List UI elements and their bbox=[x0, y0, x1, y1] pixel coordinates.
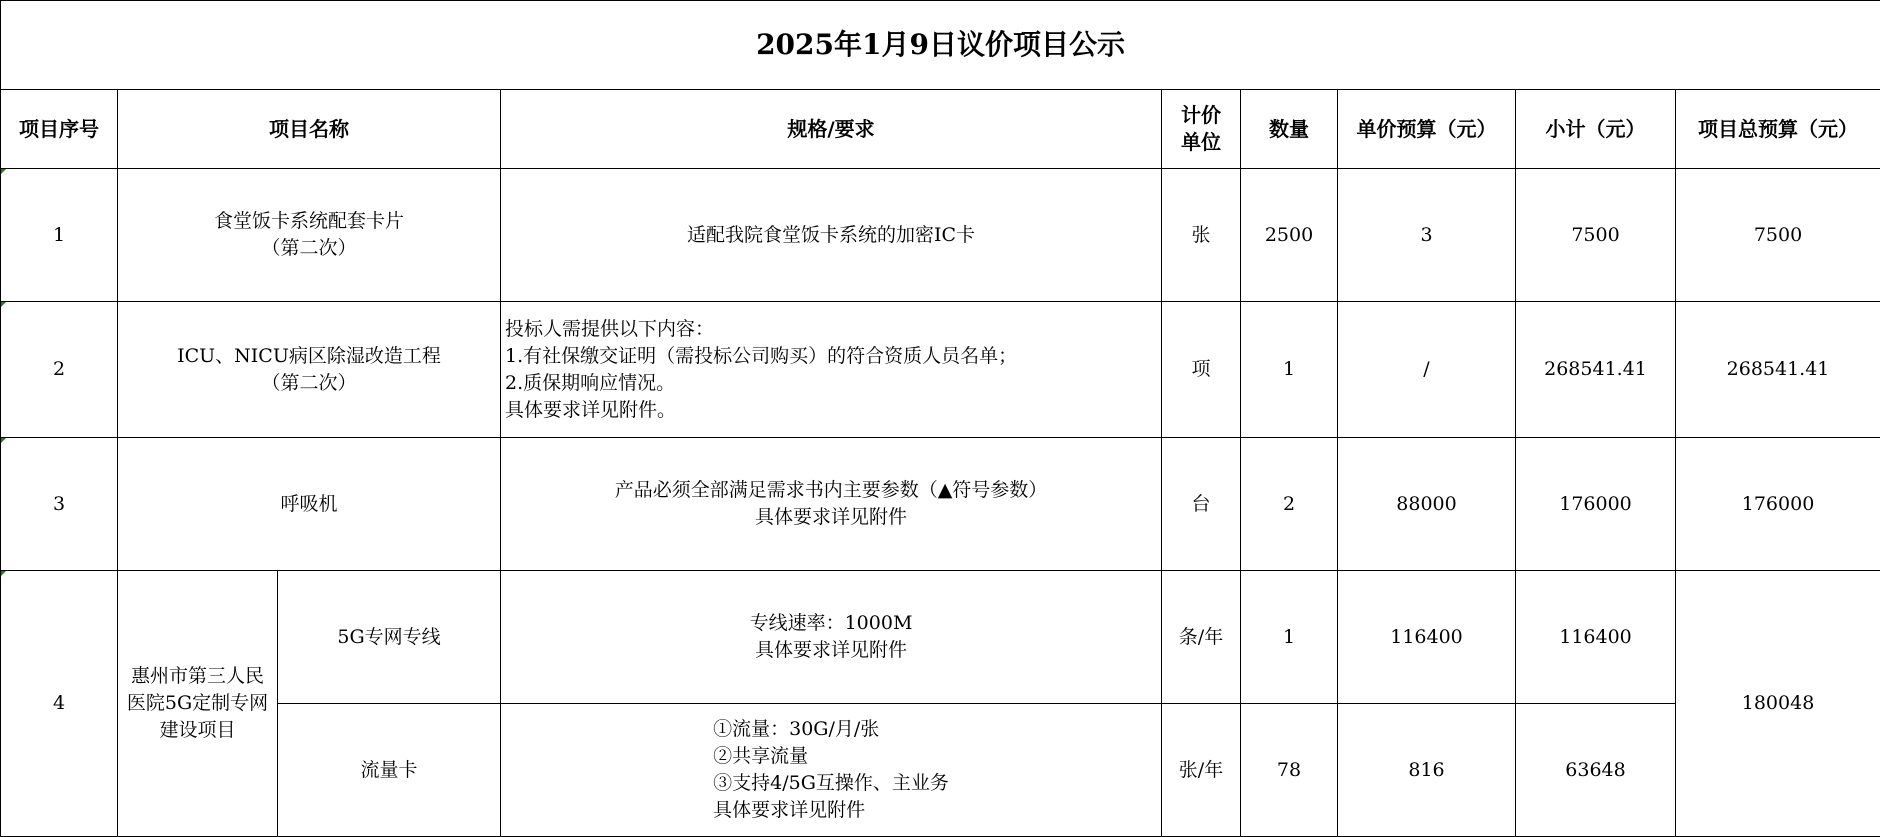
row-spec-line: ②共享流量 bbox=[713, 743, 949, 770]
row-name-line: （第二次） bbox=[122, 370, 496, 397]
header-spec: 规格/要求 bbox=[501, 90, 1162, 169]
row-name-line: 呼吸机 bbox=[122, 491, 496, 518]
cell-comment-marker bbox=[1, 302, 6, 307]
row-price: / bbox=[1338, 302, 1516, 438]
table-row bbox=[1, 704, 1880, 837]
row-subtotal: 176000 bbox=[1516, 438, 1676, 571]
row-spec bbox=[501, 704, 1162, 837]
row-spec-line: 适配我院食堂饭卡系统的加密IC卡 bbox=[505, 222, 1157, 249]
row-price: 3 bbox=[1338, 169, 1516, 302]
cell-comment-marker bbox=[1, 438, 6, 443]
table-row bbox=[1, 571, 1880, 704]
row-no bbox=[1, 169, 118, 302]
header-price: 单价预算（元） bbox=[1338, 90, 1516, 169]
row-price: 816 bbox=[1338, 704, 1516, 837]
row-no-text: 3 bbox=[53, 493, 65, 515]
row-name-line: 惠州市第三人民 bbox=[122, 663, 273, 690]
row-spec bbox=[501, 571, 1162, 704]
header-name: 项目名称 bbox=[118, 90, 501, 169]
row-total: 7500 bbox=[1676, 169, 1880, 302]
cell-comment-marker bbox=[1, 571, 6, 576]
row-unit: 项 bbox=[1162, 302, 1241, 438]
row-unit: 条/年 bbox=[1162, 571, 1241, 704]
header-unit bbox=[1162, 90, 1241, 169]
row-price: 116400 bbox=[1338, 571, 1516, 704]
table-row bbox=[1, 169, 1880, 302]
row-name-line: 食堂饭卡系统配套卡片 bbox=[122, 208, 496, 235]
row-name bbox=[118, 438, 501, 571]
sub-item-name: 流量卡 bbox=[278, 704, 501, 837]
row-total: 176000 bbox=[1676, 438, 1880, 571]
row-price: 88000 bbox=[1338, 438, 1516, 571]
header-qty: 数量 bbox=[1241, 90, 1338, 169]
row-no bbox=[1, 571, 118, 837]
row-spec-line: ③支持4/5G互操作、主业务 bbox=[713, 770, 949, 797]
row-spec-line: 2.质保期响应情况。 bbox=[505, 370, 1157, 397]
row-no-text: 1 bbox=[53, 224, 65, 246]
row-name-line: 医院5G定制专网 bbox=[122, 690, 273, 717]
row-no-text: 2 bbox=[53, 358, 65, 380]
row-qty: 1 bbox=[1241, 302, 1338, 438]
row-subtotal: 268541.41 bbox=[1516, 302, 1676, 438]
row-name bbox=[118, 571, 278, 837]
row-no-text: 4 bbox=[53, 692, 65, 714]
header-no: 项目序号 bbox=[1, 90, 118, 169]
row-spec-line: 具体要求详见附件。 bbox=[505, 397, 1157, 424]
row-spec-line: 投标人需提供以下内容： bbox=[505, 316, 1157, 343]
row-no bbox=[1, 302, 118, 438]
cell-comment-marker bbox=[1, 169, 6, 174]
table-row bbox=[1, 302, 1880, 438]
row-qty: 78 bbox=[1241, 704, 1338, 837]
row-qty: 1 bbox=[1241, 571, 1338, 704]
row-name-line: 建设项目 bbox=[122, 717, 273, 744]
table-row bbox=[1, 438, 1880, 571]
row-name bbox=[118, 302, 501, 438]
header-subtotal: 小计（元） bbox=[1516, 90, 1676, 169]
row-spec-block bbox=[713, 716, 949, 824]
row-name bbox=[118, 169, 501, 302]
row-subtotal: 7500 bbox=[1516, 169, 1676, 302]
row-spec bbox=[501, 438, 1162, 571]
row-spec-line: ①流量：30G/月/张 bbox=[713, 716, 949, 743]
row-qty: 2 bbox=[1241, 438, 1338, 571]
row-spec-line: 专线速率：1000M bbox=[505, 610, 1157, 637]
header-unit-line2: 单位 bbox=[1166, 129, 1236, 156]
row-spec-line: 具体要求详见附件 bbox=[713, 797, 949, 824]
row-spec-line: 产品必须全部满足需求书内主要参数（▲符号参数） bbox=[505, 477, 1157, 504]
row-spec-line: 具体要求详见附件 bbox=[505, 637, 1157, 664]
row-spec bbox=[501, 169, 1162, 302]
row-name-line: ICU、NICU病区除湿改造工程 bbox=[122, 343, 496, 370]
row-unit: 台 bbox=[1162, 438, 1241, 571]
row-qty: 2500 bbox=[1241, 169, 1338, 302]
row-spec-line: 1.有社保缴交证明（需投标公司购买）的符合资质人员名单； bbox=[505, 343, 1157, 370]
row-subtotal: 63648 bbox=[1516, 704, 1676, 837]
row-total: 180048 bbox=[1676, 571, 1880, 837]
page-title: 2025年1月9日议价项目公示 bbox=[1, 1, 1880, 90]
row-spec-line: 具体要求详见附件 bbox=[505, 504, 1157, 531]
row-subtotal: 116400 bbox=[1516, 571, 1676, 704]
row-no bbox=[1, 438, 118, 571]
row-unit: 张/年 bbox=[1162, 704, 1241, 837]
row-unit: 张 bbox=[1162, 169, 1241, 302]
header-unit-line1: 计价 bbox=[1166, 102, 1236, 129]
row-name-line: （第二次） bbox=[122, 235, 496, 262]
header-row bbox=[1, 90, 1880, 169]
row-spec bbox=[501, 302, 1162, 438]
header-total: 项目总预算（元） bbox=[1676, 90, 1880, 169]
sub-item-name: 5G专网专线 bbox=[278, 571, 501, 704]
row-total: 268541.41 bbox=[1676, 302, 1880, 438]
